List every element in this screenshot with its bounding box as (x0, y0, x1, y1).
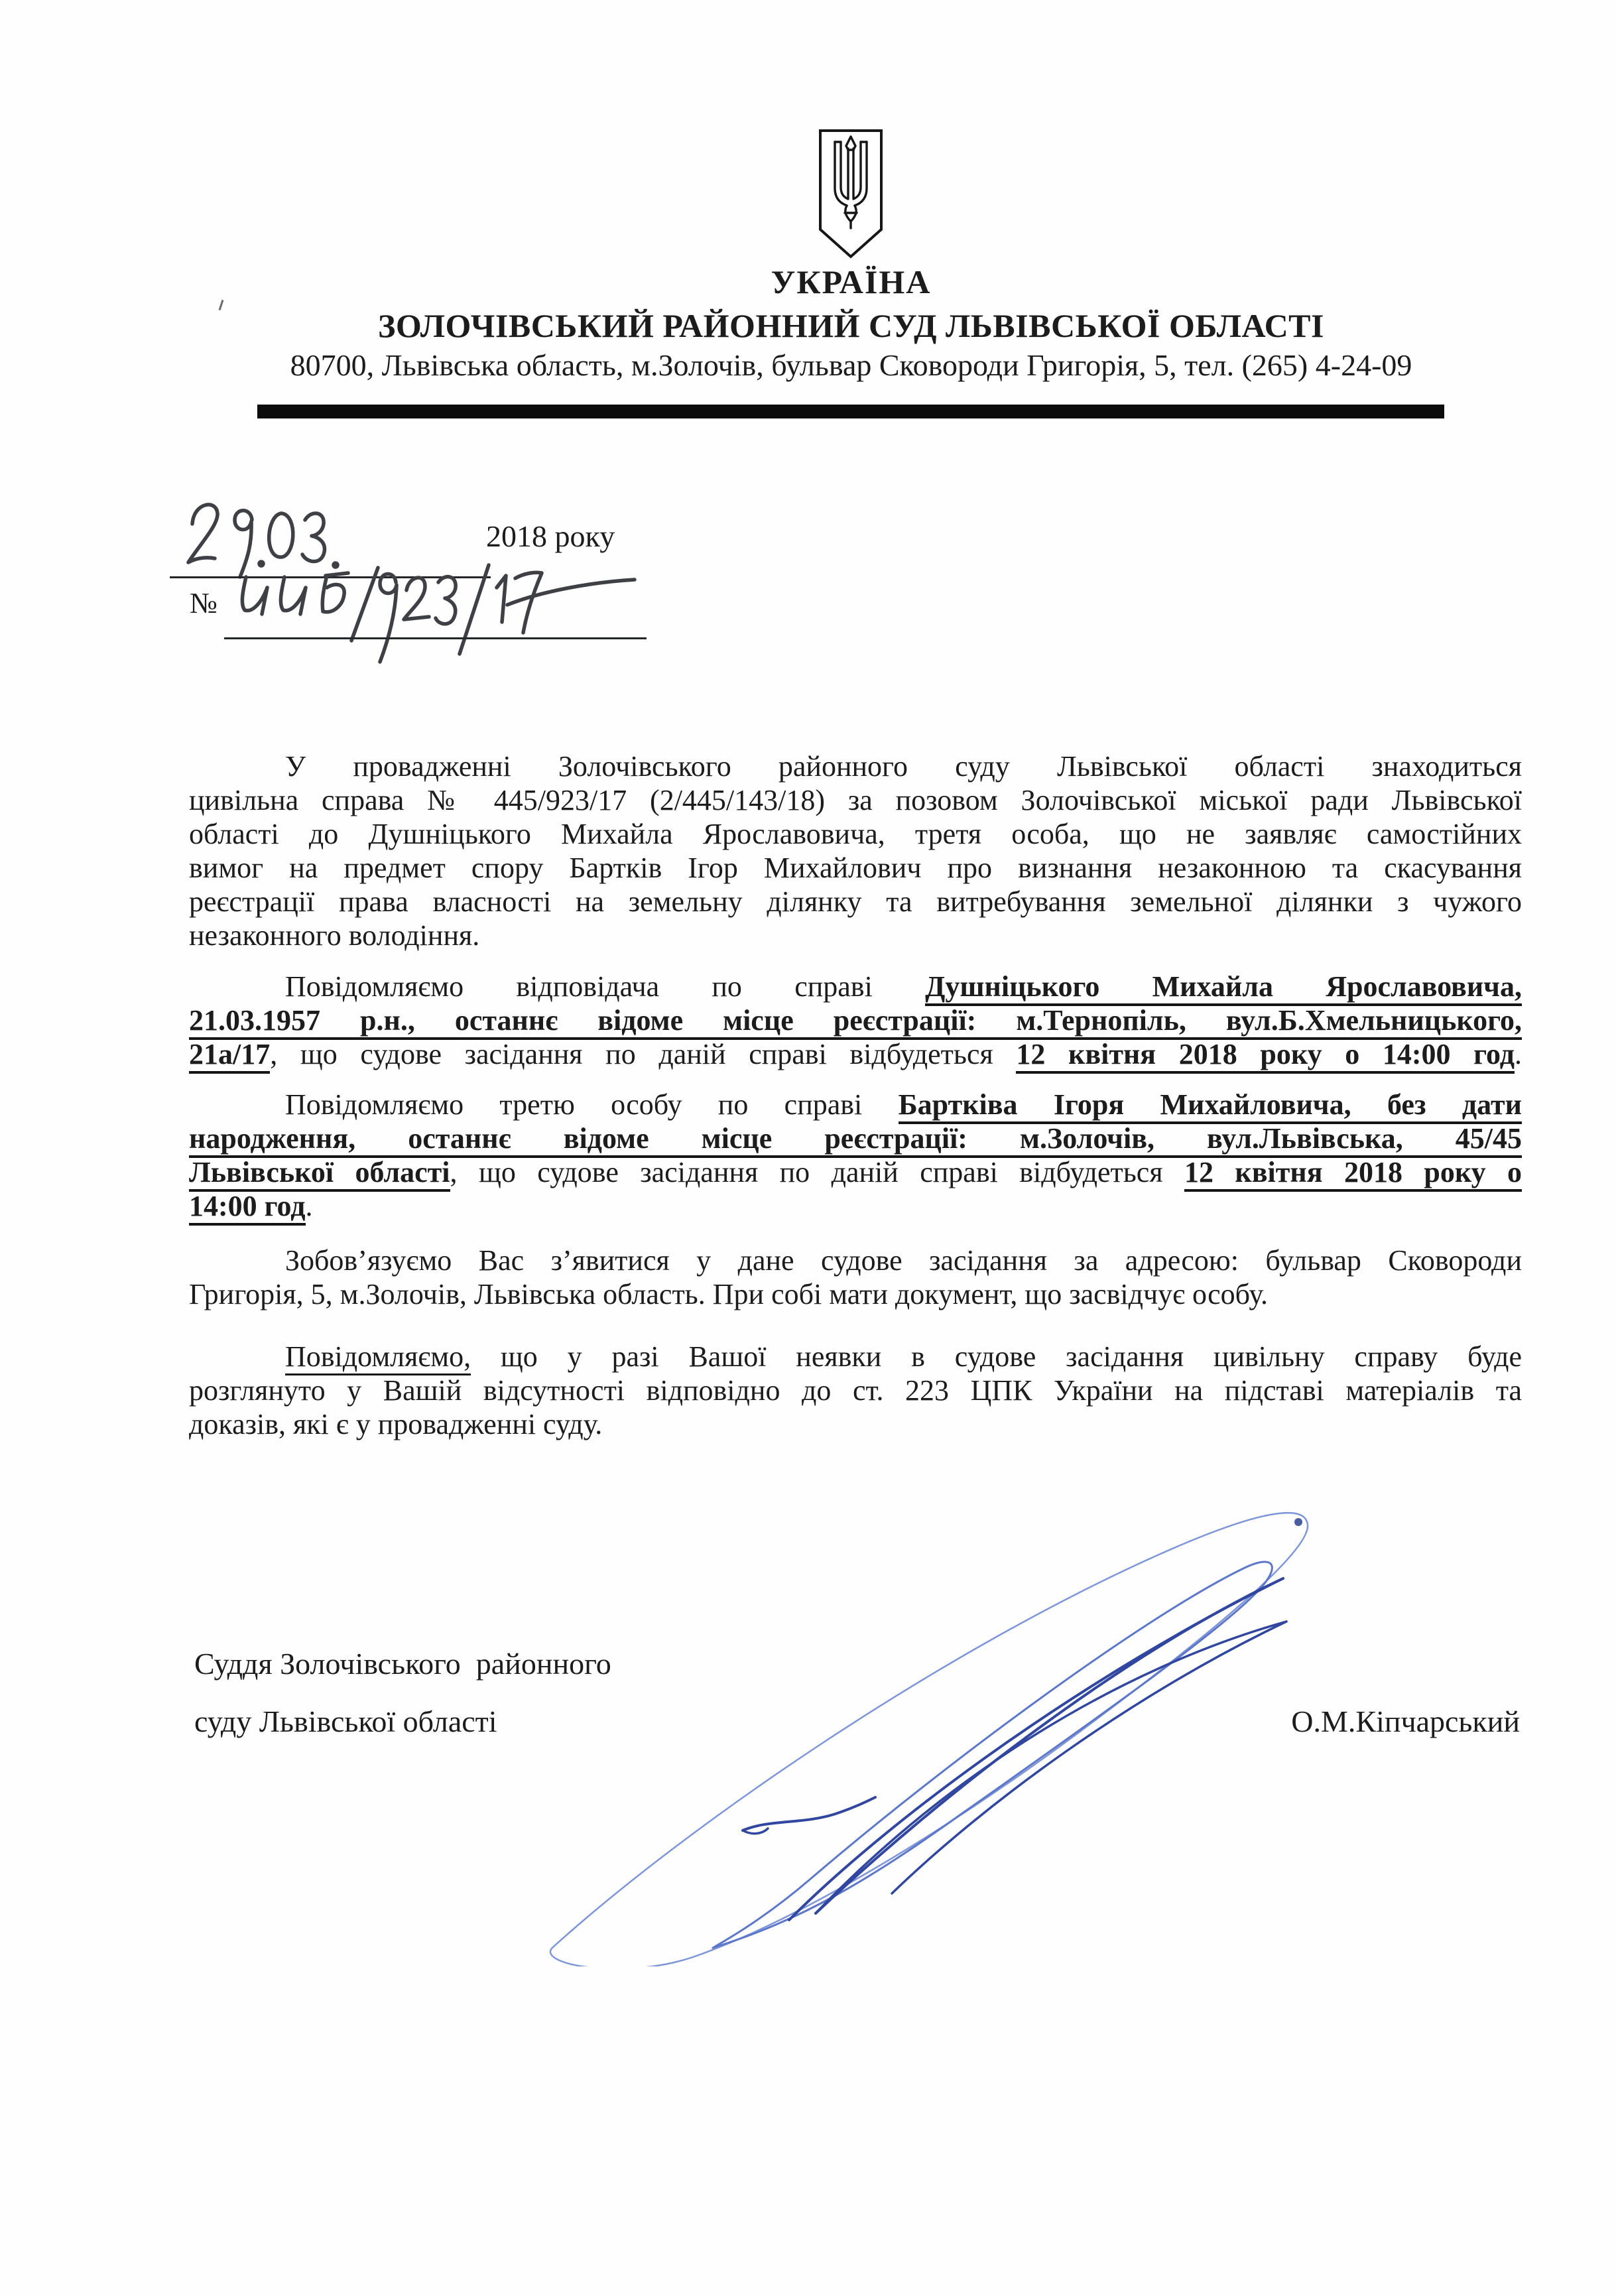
paragraph (189, 970, 1522, 1071)
header-divider-bar (257, 405, 1444, 418)
text-segment: незаконного володіння. (189, 919, 480, 952)
paragraph (189, 749, 1522, 952)
paragraph-indent (189, 775, 285, 776)
body-line (189, 1088, 1522, 1121)
judge-title-line-2: суду Львівської області (194, 1704, 497, 1738)
body-line (189, 1244, 1522, 1277)
body-line (189, 1277, 1522, 1311)
ukraine-trident-emblem-icon (818, 129, 884, 260)
text-segment: Повідомляємо відповідача по справі (285, 970, 926, 1003)
text-segment: області до Душніцького Михайла Ярославовича, третя особа, що не заявляє самостійних (189, 818, 1522, 850)
text-segment: цивільна справа № 445/923/17 (2/445/143/18) за позовом Золочівської міської ради Львівської (189, 784, 1522, 816)
text-segment: , що судове засідання по даній справі відбудеться (270, 1038, 1017, 1070)
court-name-title: ЗОЛОЧІВСЬКИЙ РАЙОННИЙ СУД ЛЬВІВСЬКОЇ ОБЛАСТІ (378, 307, 1324, 344)
body-line (189, 970, 1522, 1003)
text-segment: Львівської області (189, 1156, 450, 1192)
text-segment: Бартківа Ігоря Михайловича, без дати (899, 1088, 1522, 1124)
text-segment: У провадженні Золочівського районного суду Львівської області знаходиться (285, 750, 1522, 783)
case-number-underline (224, 637, 647, 639)
body-line (189, 1373, 1522, 1407)
date-year-label: 2018 року (486, 519, 615, 553)
case-number-sign: № (190, 587, 218, 619)
text-segment: народження, останнє відоме місце реєстрації: м.Золочів, вул.Львівська, 45/45 (189, 1122, 1522, 1158)
text-segment: Григорія, 5, м.Золочів, Львівська область. При собі мати документ, що засвідчує особу. (189, 1278, 1268, 1310)
text-segment: 12 квітня 2018 року о (1184, 1156, 1522, 1192)
body-line (189, 1340, 1522, 1373)
body-line (189, 851, 1522, 885)
document-body (189, 749, 1522, 1441)
pen-signature-ink (524, 1456, 1353, 1966)
text-segment: розглянуто у Вашій відсутності відповідно до ст. 223 ЦПК України на підставі матеріалів та (189, 1374, 1522, 1407)
text-segment: Зобов’язуємо Вас з’явитися у дане судове засідання за адресою: бульвар Сковороди (285, 1244, 1522, 1277)
body-line (189, 1407, 1522, 1441)
text-segment: вимог на предмет спору Бартків Ігор Михайлович про визнання незаконною та скасування (189, 852, 1522, 884)
text-segment: Душніцького Михайла Ярославовича, (925, 970, 1522, 1006)
paragraph-indent (189, 995, 285, 996)
text-segment: що у разі Вашої неявки в судове засідання цивільну справу буде (471, 1340, 1522, 1373)
body-line (189, 1037, 1522, 1071)
body-line (189, 1155, 1522, 1189)
body-line (189, 919, 1522, 952)
judge-name: О.М.Кіпчарський (1291, 1704, 1520, 1738)
text-segment: . (305, 1190, 313, 1222)
court-address-line: 80700, Львівська область, м.Золочів, бульвар Сковороди Григорія, 5, тел. (265) 4-24-09 (290, 348, 1412, 382)
text-segment: 14:00 год (189, 1190, 306, 1226)
text-segment: , що судове засідання по даній справі відбудеться (450, 1156, 1184, 1188)
body-line (189, 749, 1522, 783)
text-segment: 21а/17 (189, 1038, 270, 1074)
paragraph (189, 1340, 1522, 1441)
text-segment: 21.03.1957 р.н., останнє відоме місце реєстрації: м.Тернопіль, вул.Б.Хмельницького, (189, 1004, 1522, 1040)
text-segment: Повідомляємо третю особу по справі (285, 1088, 899, 1121)
handwritten-case-number-ink (229, 548, 653, 675)
body-line (189, 817, 1522, 851)
text-segment: . (1515, 1038, 1522, 1070)
judge-title-line-1: Суддя Золочівського районного (194, 1647, 611, 1681)
body-line (189, 885, 1522, 919)
text-segment: 12 квітня 2018 року о 14:00 год (1016, 1038, 1515, 1074)
body-line (189, 783, 1522, 817)
text-segment: доказів, які є у провадженні суду. (189, 1408, 603, 1440)
body-line (189, 1003, 1522, 1037)
body-line (189, 1189, 1522, 1223)
paragraph (189, 1088, 1522, 1223)
text-segment: Повідомляємо, (285, 1340, 471, 1375)
text-segment: реєстрації права власності на земельну ділянку та витребування земельної ділянки з чужого (189, 885, 1522, 918)
paragraph-indent (189, 1269, 285, 1270)
country-title: УКРАЇНА (771, 263, 932, 300)
paragraph (189, 1244, 1522, 1311)
body-line (189, 1121, 1522, 1155)
